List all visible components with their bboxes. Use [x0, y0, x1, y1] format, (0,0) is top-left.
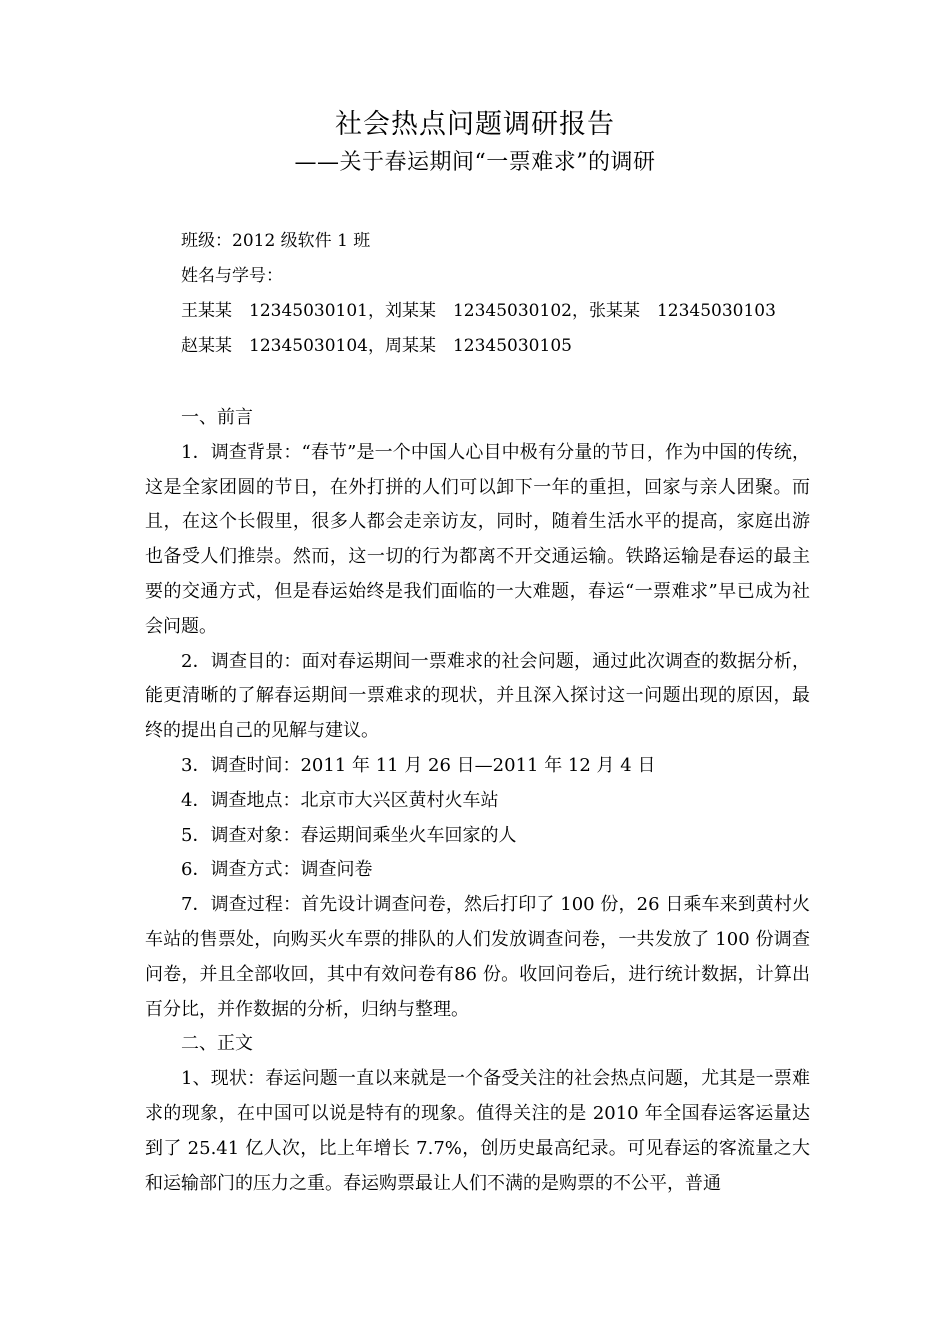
section-heading-preface: 一、前言 [181, 407, 253, 428]
class-line: 班级：2012 级软件 1 班 [181, 231, 371, 251]
paragraph-location: 4．调查地点：北京市大兴区黄村火车站 [181, 789, 499, 811]
report-title: 社会热点问题调研报告 [335, 109, 615, 140]
paragraph-status: 1、现状：春运问题一直以来就是一个备受关注的社会热点问题，尤其是一票难求的现象，在中国可以说是特有的现象。值得关注的是 2010 年全国春运客运量达到了 25.41 亿人次，比上年增长 7.7%，创历史最高纪录。可见春运的客流量之大和运输部门的压力之重。春运购票最让人们不满的是购票的不公平，普通 [145, 1068, 810, 1194]
paragraph-time: 3．调查时间：2011 年 11 月 26 日—2011 年 12 月 4 日 [181, 754, 656, 776]
paragraph-purpose: 2．调查目的：面对春运期间一票难求的社会问题，通过此次调查的数据分析，能更清晰的了解春运期间一票难求的现状，并且深入探讨这一问题出现的原因，最终的提出自己的见解与建议。 [145, 650, 810, 742]
paragraph-process: 7．调查过程：首先设计调查问卷，然后打印了 100 份，26 日乘车来到黄村火车站的售票处，向购买火车票的排队的人们发放调查问卷，一共发放了 100 份调查问卷，并且全部收回，其中有效问卷有86 份。收回问卷后，进行统计数据，计算出百分比，并作数据的分析，归纳与整理。 [145, 894, 810, 1020]
members-line-1: 王某某 12345030101，刘某某 12345030102，张某某 12345030103 [181, 301, 776, 321]
paragraph-background: 1．调查背景：“春节”是一个中国人心目中极有分量的节日，作为中国的传统，这是全家团圆的节日，在外打拼的人们可以卸下一年的重担，回家与亲人团聚。而且，在这个长假里，很多人都会走亲访友，同时，随着生活水平的提高，家庭出游也备受人们推崇。然而，这一切的行为都离不开交通运输。铁路运输是春运的最主要的交通方式，但是春运始终是我们面临的一大难题，春运“一票难求”早已成为社会问题。 [145, 441, 810, 637]
paragraph-subjects: 5．调查对象：春运期间乘坐火车回家的人 [181, 824, 517, 846]
report-body [145, 401, 810, 1201]
names-label: 姓名与学号： [181, 266, 283, 286]
section-heading-main: 二、正文 [181, 1033, 253, 1055]
paragraph-method: 6．调查方式：调查问卷 [181, 859, 373, 881]
report-subtitle: ——关于春运期间“一票难求”的调研 [294, 150, 656, 175]
members-line-2: 赵某某 12345030104，周某某 12345030105 [181, 336, 572, 356]
